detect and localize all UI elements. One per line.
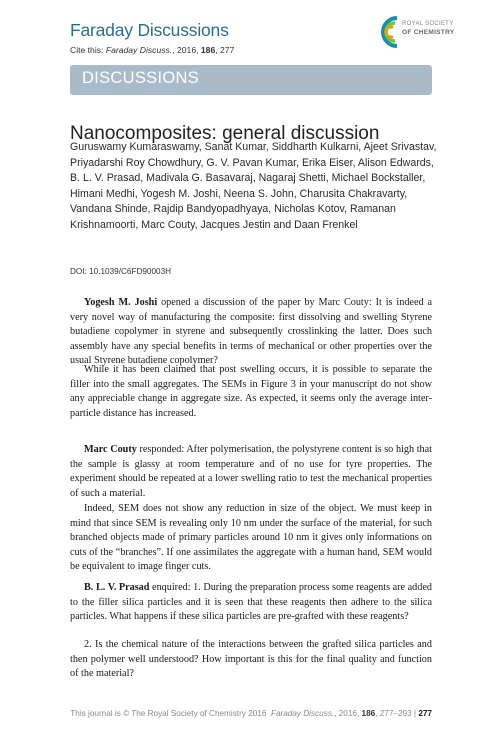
cite-journal: Faraday Discuss. xyxy=(105,45,173,55)
paragraph-prasad-cont xyxy=(70,638,432,682)
cite-volume: 186 xyxy=(200,45,216,55)
paragraph-text: responded: After polymerisation, the polystyrene content is so high that the sample is glassy at room temperature and of no use for tyre properties. The experiment should be repeated at a lower swelling ratio to test the mechanical properties of such a material. xyxy=(70,444,433,499)
paragraph-prasad xyxy=(70,581,432,625)
section-banner xyxy=(70,65,432,95)
footer-volume: 186 xyxy=(361,709,376,718)
section-label: DISCUSSIONS xyxy=(82,69,199,87)
doi: DOI: 10.1039/C6FD90003H xyxy=(70,267,172,276)
author-list: Guruswamy Kumaraswamy, Sanat Kumar, Siddharth Kulkarni, Ajeet Srivastav, Priyadarshi Roy Chowdhury, G. V. Pavan Kumar, Erika Eiser, Alison Edwards, B. L. V. Prasad, Madivala G. Basavaraj, Nagaraj Shetti, Michael Bockstaller, Himani Medhi, Yogesh M. Joshi, Neena S. John, Charusita Chakravarty, Vandana Shinde, Rajdip Bandyopadhyaya, Nicholas Kotov, Ramanan Krishnamoorti, Marc Couty, Jacques Jestin and Daan Frenkel xyxy=(70,141,437,231)
logo-line-2: OF CHEMISTRY xyxy=(402,29,455,36)
footer-year: , 2016, xyxy=(334,709,362,718)
logo-line-1: ROYAL SOCIETY xyxy=(402,21,454,27)
paragraph-text: 2. Is the chemical nature of the interactions between the grafted silica particles and then polymer well understood? How important is this for the final quality and function of the material? xyxy=(70,639,432,679)
page-footer xyxy=(70,709,432,718)
paragraph-text: Indeed, SEM does not show any reduction in size of the object. We must keep in mind that since SEM is revealing only 10 nm under the surface of the material, for such branched objects made of primary particles around 10 nm it gives only informations on cuts of the “branches”. If one assimilates the aggregate with a human hand, SEM would be equivalent to image finger cuts. xyxy=(70,503,432,572)
footer-pages: , 277–293 xyxy=(375,709,412,718)
footer-separator: | xyxy=(411,709,419,718)
footer-copyright: This journal is © The Royal Society of Chemistry 2016 xyxy=(70,709,267,718)
paragraph-text: enquired: 1. During the preparation process some reagents are added to the filler silica particles and it is seen that these reagents then adhere to the silica particles. What happens if these silica particles are pre-grafted with these reagents? xyxy=(70,582,432,622)
speaker-name: Marc Couty xyxy=(84,444,137,455)
footer-journal: Faraday Discuss. xyxy=(270,709,335,718)
paragraph-text: While it has been claimed that post swelling occurs, it is possible to separate the filler into the small aggregates. The SEMs in Figure 3 in your manuscript do not show any appreciable change in aggregate size. As expected, it seems only the average inter-particle distance has increased. xyxy=(70,364,432,419)
cite-page: , 277 xyxy=(215,45,235,55)
cite-prefix: Cite this: xyxy=(70,45,106,55)
rsc-logo xyxy=(373,12,455,52)
speaker-name: B. L. V. Prasad xyxy=(84,582,150,593)
citation-line xyxy=(70,45,234,55)
cite-year: , 2016, xyxy=(172,45,201,55)
paragraph-joshi-cont xyxy=(70,363,432,421)
paragraph-joshi xyxy=(70,296,432,369)
paragraph-couty-cont xyxy=(70,502,432,575)
rsc-emblem-icon xyxy=(373,12,403,52)
journal-title: Faraday Discussions xyxy=(70,20,229,40)
paragraph-couty xyxy=(70,443,432,501)
page-number: 277 xyxy=(418,709,432,718)
paragraph-text: opened a discussion of the paper by Marc Couty: It is indeed a very novel way of manufacturing the composite: first dissolving and swelling Styrene butadiene copolymer in styrene and subsequently crosslinking the latter. Does such assembly have any special benefits in terms of mechanical or other properties over the usual Styrene butadiene copolymer? xyxy=(70,297,432,366)
article-title: Nanocomposites: general discussion xyxy=(70,122,380,144)
speaker-name: Yogesh M. Joshi xyxy=(84,297,158,308)
